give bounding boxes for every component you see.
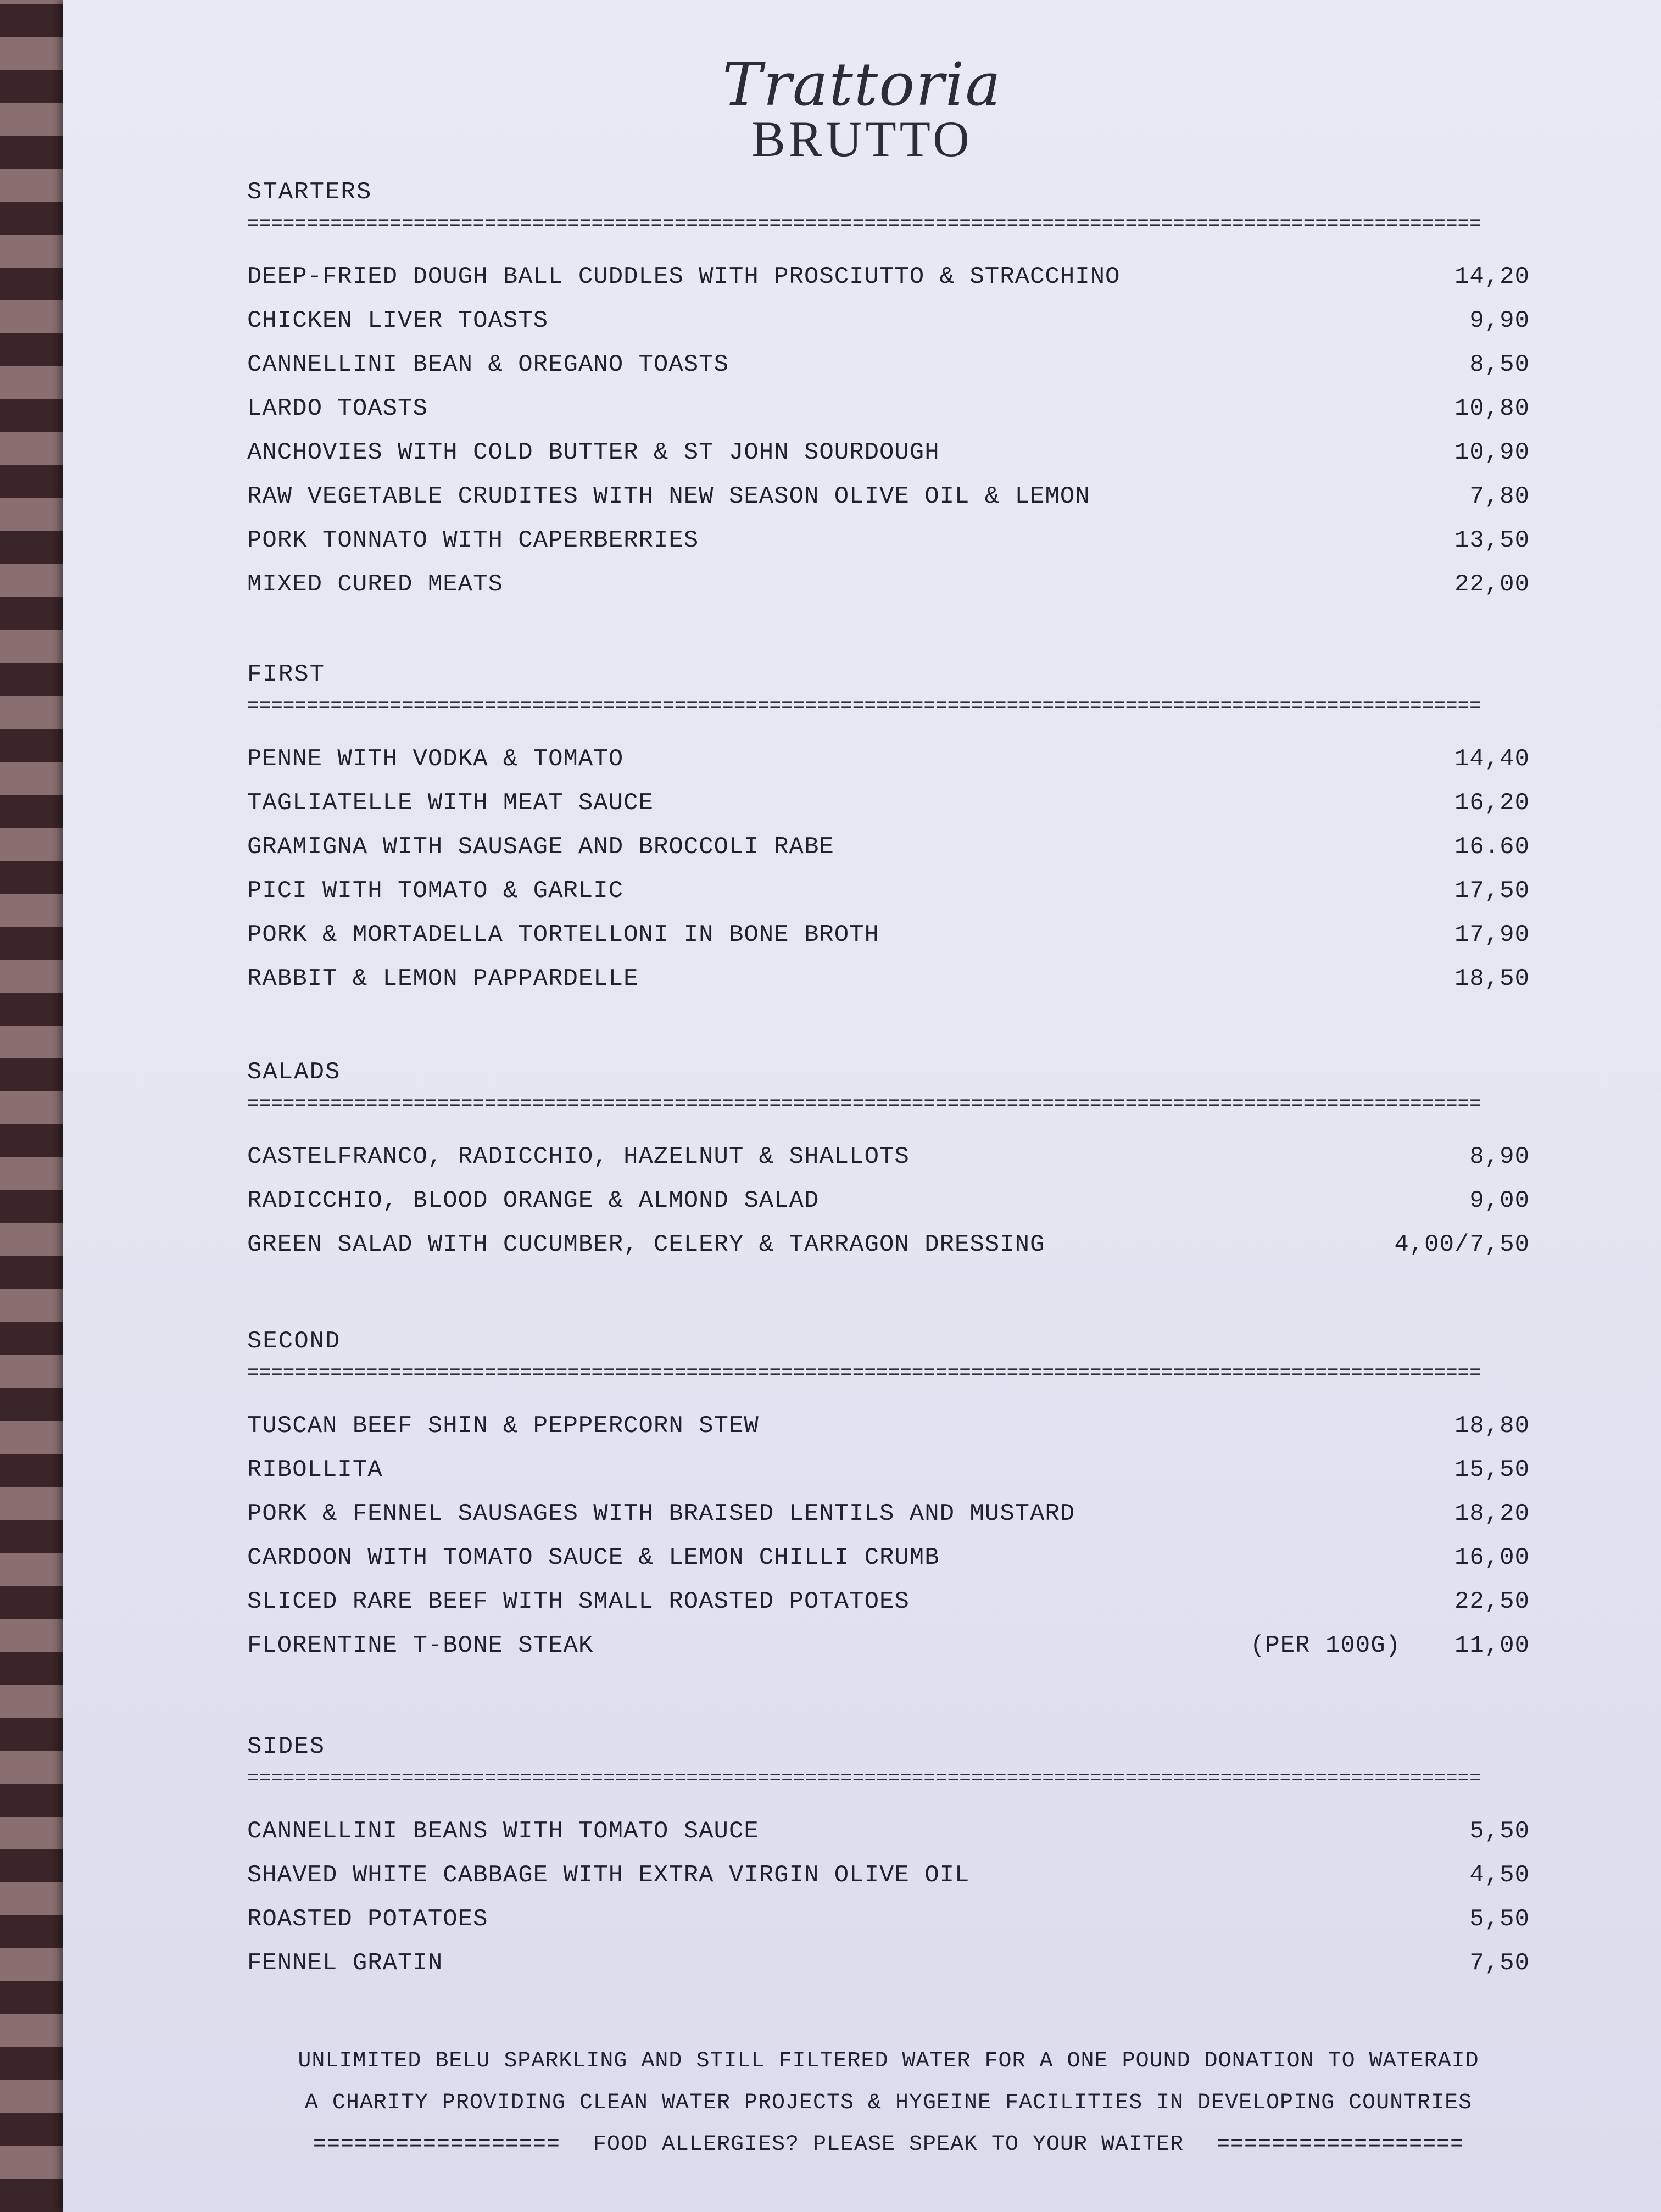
item-price: 11,00 (1454, 1632, 1530, 1659)
logo-name: BRUTTO (751, 111, 973, 167)
menu-item (247, 957, 1530, 1001)
section-salads (247, 1056, 1530, 1267)
item-price: 5,50 (1469, 1818, 1530, 1845)
item-price: 16.60 (1454, 833, 1530, 861)
menu-item (247, 1223, 1530, 1267)
footer-divider-left: ================== (313, 2132, 560, 2157)
allergy-notice (247, 2124, 1530, 2166)
item-price: 18,80 (1454, 1412, 1530, 1440)
item-name: RADICCHIO, BLOOD ORANGE & ALMOND SALAD (247, 1187, 820, 1214)
menu-item (247, 387, 1530, 431)
item-price: 13,50 (1454, 527, 1530, 554)
item-price: 16,00 (1454, 1544, 1530, 1572)
item-name: CHICKEN LIVER TOASTS (247, 307, 549, 335)
item-name: RAW VEGETABLE CRUDITES WITH NEW SEASON OLIVE OIL & LEMON (247, 483, 1090, 510)
item-price: 9,00 (1469, 1187, 1530, 1214)
section-title: SIDES (247, 1733, 326, 1760)
item-name: ANCHOVIES WITH COLD BUTTER & ST JOHN SOURDOUGH (247, 439, 940, 466)
menu-item (247, 1941, 1530, 1985)
item-name: CANNELLINI BEAN & OREGANO TOASTS (247, 351, 729, 378)
item-name: MIXED CURED MEATS (247, 571, 503, 598)
footer-divider-right: ================== (1217, 2132, 1464, 2157)
item-name: PORK TONNATO WITH CAPERBERRIES (247, 527, 699, 554)
logo-script: Trattoria (722, 51, 1002, 119)
item-name: FENNEL GRATIN (247, 1949, 443, 1977)
item-name: CASTELFRANCO, RADICCHIO, HAZELNUT & SHALLOTS (247, 1143, 910, 1171)
section-divider: ======================================================================================================== (247, 1093, 1481, 1115)
menu-item (247, 1897, 1530, 1941)
item-name: LARDO TOASTS (247, 395, 428, 422)
item-price: 4,00/7,50 (1394, 1231, 1530, 1258)
item-price: 18,50 (1454, 965, 1530, 993)
item-price: 22,00 (1454, 571, 1530, 598)
item-name: PENNE WITH VODKA & TOMATO (247, 745, 624, 773)
section-second (247, 1325, 1530, 1668)
item-price: 9,90 (1469, 307, 1530, 335)
section-title: FIRST (247, 661, 326, 688)
item-price: 15,50 (1454, 1456, 1530, 1484)
section-divider: ======================================================================================================== (247, 1767, 1481, 1790)
item-name: SLICED RARE BEEF WITH SMALL ROASTED POTATOES (247, 1588, 910, 1615)
item-name: ROASTED POTATOES (247, 1905, 488, 1933)
menu-item (247, 1179, 1530, 1223)
item-price: 17,90 (1454, 921, 1530, 949)
item-price: 7,50 (1469, 1949, 1530, 1977)
menu-item (247, 431, 1530, 475)
item-price: 14,40 (1454, 745, 1530, 773)
item-name: SHAVED WHITE CABBAGE WITH EXTRA VIRGIN OLIVE OIL (247, 1862, 970, 1889)
item-price: 10,80 (1454, 395, 1530, 422)
menu-item (247, 299, 1530, 343)
menu-item (247, 1536, 1530, 1580)
item-name: GRAMIGNA WITH SAUSAGE AND BROCCOLI RABE (247, 833, 834, 861)
item-price: 8,50 (1469, 351, 1530, 378)
item-price: 18,20 (1454, 1500, 1530, 1528)
menu-item (247, 562, 1530, 606)
section-title: SECOND (247, 1328, 341, 1355)
section-divider: ======================================================================================================== (247, 1362, 1481, 1384)
item-name: PORK & FENNEL SAUSAGES WITH BRAISED LENTILS AND MUSTARD (247, 1500, 1075, 1528)
menu-item (247, 1492, 1530, 1536)
section-sides (247, 1730, 1530, 1985)
menu-item (247, 737, 1530, 781)
section-starters (247, 176, 1530, 606)
menu-item (247, 1809, 1530, 1853)
item-price: 4,50 (1469, 1862, 1530, 1889)
item-price: 7,80 (1469, 483, 1530, 510)
menu-paper (63, 0, 1661, 2212)
allergy-text: FOOD ALLERGIES? PLEASE SPEAK TO YOUR WAITER (593, 2132, 1184, 2157)
item-price: 14,20 (1454, 263, 1530, 291)
menu-item (247, 1580, 1530, 1624)
menu-item (247, 1135, 1530, 1179)
section-divider: ======================================================================================================== (247, 695, 1481, 717)
item-name: TAGLIATELLE WITH MEAT SAUCE (247, 789, 654, 817)
item-price: 5,50 (1469, 1905, 1530, 1933)
section-divider: ======================================================================================================== (247, 213, 1481, 235)
menu-item (247, 255, 1530, 299)
menu-item (247, 519, 1530, 562)
item-price: 22,50 (1454, 1588, 1530, 1615)
charity-description: A CHARITY PROVIDING CLEAN WATER PROJECTS & HYGEINE FACILITIES IN DEVELOPING COUNTRIES (304, 2091, 1473, 2115)
menu-item (247, 869, 1530, 913)
section-title: STARTERS (247, 179, 372, 206)
item-name: PORK & MORTADELLA TORTELLONI IN BONE BROTH (247, 921, 879, 949)
item-price: 17,50 (1454, 877, 1530, 905)
item-name: CARDOON WITH TOMATO SAUCE & LEMON CHILLI CRUMB (247, 1544, 940, 1572)
menu-item (247, 1448, 1530, 1492)
menu-item (247, 913, 1530, 957)
item-name: GREEN SALAD WITH CUCUMBER, CELERY & TARRAGON DRESSING (247, 1231, 1045, 1258)
item-price: 10,90 (1454, 439, 1530, 466)
menu-item (247, 1853, 1530, 1897)
water-donation-note: UNLIMITED BELU SPARKLING AND STILL FILTERED WATER FOR A ONE POUND DONATION TO WATERAID (298, 2049, 1479, 2074)
item-name: DEEP-FRIED DOUGH BALL CUDDLES WITH PROSCIUTTO & STRACCHINO (247, 263, 1121, 291)
item-name: RIBOLLITA (247, 1456, 383, 1484)
menu-item (247, 343, 1530, 387)
menu-item (247, 1404, 1530, 1448)
menu-footer (247, 2041, 1530, 2166)
item-name: RABBIT & LEMON PAPPARDELLE (247, 965, 639, 993)
section-first (247, 658, 1530, 1001)
item-name: PICI WITH TOMATO & GARLIC (247, 877, 624, 905)
item-price: 16,20 (1454, 789, 1530, 817)
menu-item (247, 1624, 1530, 1668)
item-name: TUSCAN BEEF SHIN & PEPPERCORN STEW (247, 1412, 759, 1440)
section-title: SALADS (247, 1058, 341, 1086)
item-name: CANNELLINI BEANS WITH TOMATO SAUCE (247, 1818, 759, 1845)
menu-item (247, 825, 1530, 869)
item-portion-note: (PER 100G) (1250, 1632, 1401, 1659)
item-name: FLORENTINE T-BONE STEAK (247, 1632, 594, 1659)
menu-item (247, 781, 1530, 825)
menu-item (247, 475, 1530, 519)
item-price: 8,90 (1469, 1143, 1530, 1171)
restaurant-logo (63, 52, 1661, 166)
